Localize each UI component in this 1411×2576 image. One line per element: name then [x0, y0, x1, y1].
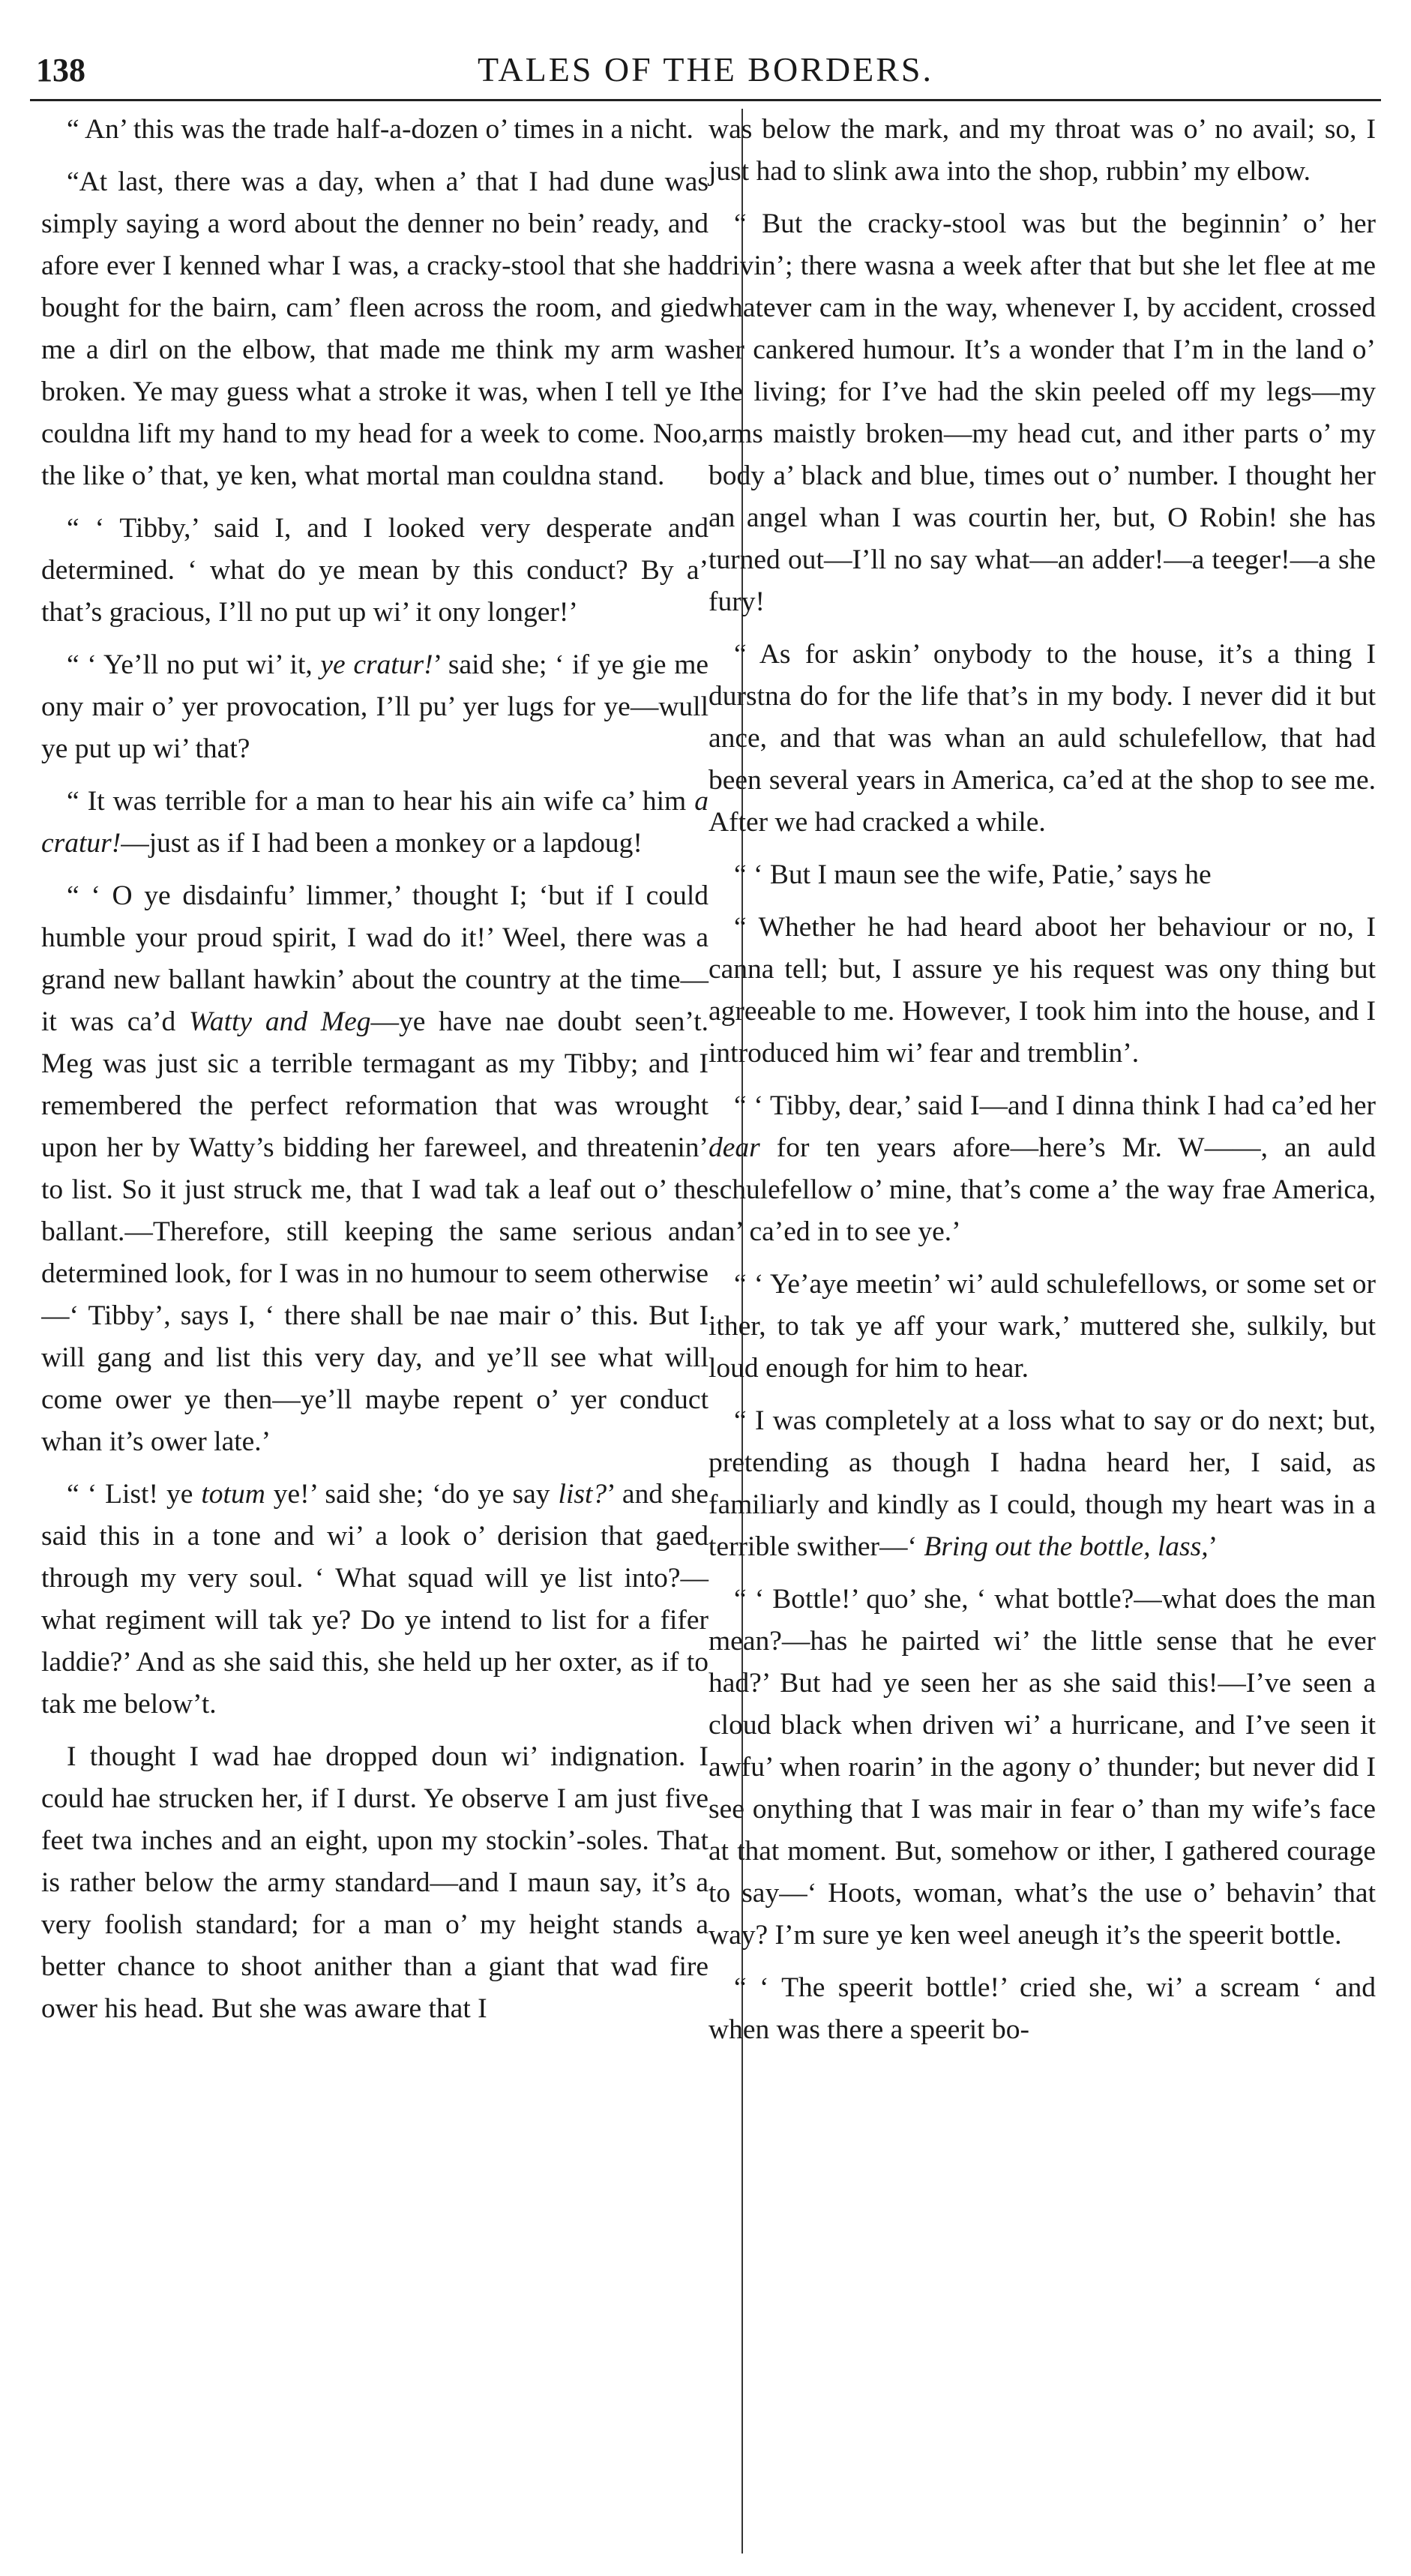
- text-run: —ye have nae doubt seen’t. Meg was just sic a terrible termagant as my Tibby; and I remembered the perfect reformation that was wrought upon her by Watty’s bidding her fareweel, and threatenin’ to list. So it just struck me, that I wad tak a leaf out o’ the ballant.—Therefore, still keeping the same serious and determined look, for I was in no humour to seem otherwise—‘ Tibby’, says I, ‘ there shall be nae mair o’ this. But I will gang and list this very day, and ye’ll see what will come ower ye then—ye’ll maybe repent o’ yer conduct whan it’s ower late.’: [41, 1006, 708, 1457]
- italic-text: list?: [558, 1479, 607, 1510]
- right-column: [708, 109, 1376, 2554]
- text-run: for ten years afore—here’s Mr. W——, an auld schulefellow o’ mine, that’s come a’ the way frae America, an’ ca’ed in to see ye.’: [708, 1132, 1376, 1247]
- italic-text: dear: [708, 1132, 760, 1163]
- running-title: TALES OF THE BORDERS.: [478, 50, 933, 88]
- left-column: [41, 109, 708, 2554]
- paragraph: “ But the cracky-stool was but the beginnin’ o’ her drivin’; there wasna a week after that but she let flee at me whatever cam in the way, whenever I, by accident, crossed her cankered humour. It’s a wonder that I’m in the land o’ the living; for I’ve had the skin peeled off my legs—my arms maistly broken—my head cut, and ither parts o’ my body a’ black and blue, times out o’ number. I thought her an angel whan I was courtin her, but, O Robin! she has turned out—I’ll no say what—an adder!—a teeger!—a she fury!: [708, 208, 1376, 617]
- italic-text: totum: [201, 1479, 265, 1510]
- text-run: “ It was terrible for a man to hear his ain wife ca’ him: [67, 786, 695, 817]
- italic-text: Bring out the bottle, lass,: [924, 1531, 1209, 1562]
- paragraph: [708, 1400, 1376, 1568]
- paragraph: [41, 644, 708, 770]
- paragraph: “ ‘ Tibby,’ said I, and I looked very desperate and determined. ‘ what do ye mean by this conduct? By a’ that’s gracious, I’ll no put up wi’ it ony longer!’: [41, 513, 708, 628]
- text-run: ye!’ said she; ‘do ye say: [265, 1479, 559, 1510]
- text-run: —just as if I had been a monkey or a lapdoug!: [121, 828, 643, 859]
- paragraph: [41, 781, 708, 865]
- text-run: ’ said she; ‘ if ye gie me ony mair o’ yer provocation, I’ll pu’ yer lugs for ye—wull ye put up wi’ that?: [41, 649, 709, 764]
- paragraph: “ ‘ Bottle!’ quo’ she, ‘ what bottle?—what does the man mean?—has he pairted wi’ the little sense that he ever had?’ But had ye seen her as she said this!—I’ve seen a cloud black when driven wi’ a hurricane, and I’ve seen it awfu’ when roarin’ in the agony o’ thunder; but never did I see onything that I was mair in fear o’ than my wife’s face at that moment. But, somehow or ither, I gathered courage to say—‘ Hoots, woman, what’s the use o’ behavin’ that way? I’m sure ye ken weel aneugh it’s the speerit bottle.: [708, 1584, 1376, 1951]
- paragraph: I thought I wad hae dropped doun wi’ indignation. I could hae strucken her, if I durst. Ye observe I am just five feet twa inches and an eight, upon my stockin’-soles. That is rather below the army standard—and I maun say, it’s a very foolish standard; for a man o’ my height stands a better chance to shoot anither than a giant that wad fire ower his head. But she was aware that I: [41, 1741, 708, 2024]
- text-columns: [41, 109, 1376, 2554]
- paragraph: “ An’ this was the trade half-a-dozen o’ times in a nicht.: [67, 114, 694, 145]
- italic-text: Watty and Meg: [189, 1006, 371, 1037]
- paragraph: “ ‘ But I maun see the wife, Patie,’ says he: [734, 859, 1212, 890]
- page-header: [30, 46, 1381, 101]
- text-run: ’ and she said this in a tone and wi’ a look o’ derision that gaed through my very soul. ‘ What squad will ye list into?—what regiment will tak ye? Do ye intend to list for a fifer laddie?’ And as she said this, she held up her oxter, as if to tak me below’t.: [41, 1479, 708, 1720]
- text-run: “ ‘ Tibby, dear,’ said I—and I dinna think I had ca’ed her: [734, 1090, 1376, 1121]
- paragraph: [41, 875, 708, 1463]
- paragraph: “ Whether he had heard aboot her behaviour or no, I canna tell; but, I assure ye his request was ony thing but agreeable to me. However, I took him into the house, and I introduced him wi’ fear and tremblin’.: [708, 912, 1376, 1069]
- text-run: “ ‘ List! ye: [67, 1479, 202, 1510]
- text-run: “ ‘ Ye’ll no put wi’ it,: [67, 649, 321, 680]
- italic-text: a cratur!: [41, 786, 708, 859]
- paragraph: “ ‘ The speerit bottle!’ cried she, wi’ a scream ‘ and when was there a speerit bo-: [708, 1972, 1376, 2045]
- paragraph: “ ‘ Ye’aye meetin’ wi’ auld schulefellows, or some set or ither, to tak ye aff your wark,’ muttered she, sulkily, but loud enough for him to hear.: [708, 1269, 1376, 1384]
- paragraph: [708, 1085, 1376, 1253]
- paragraph: “At last, there was a day, when a’ that I had dune was simply saying a word about the denner no bein’ ready, and afore ever I kenned whar I was, a cracky-stool that she had bought for the bairn, cam’ fleen across the room, and gied me a dirl on the elbow, that made me think my arm was broken. Ye may guess what a stroke it was, when I tell ye I couldna lift my hand to my head for a week to come. Noo, the like o’ that, ye ken, what mortal man couldna stand.: [41, 166, 708, 491]
- paragraph: was below the mark, and my throat was o’ no avail; so, I just had to slink awa into the shop, rubbin’ my elbow.: [708, 114, 1376, 187]
- text-run: “ I was completely at a loss what to say or do next; but, pretending as though I hadna heard her, I said, as familiarly and kindly as I could, though my heart was in a terrible swither—‘: [708, 1405, 1376, 1562]
- text-run: “ ‘ O ye disdainfu’ limmer,’ thought I; ‘but if I could humble your proud spirit, I wad do it!’ Weel, there was a grand new ballant hawkin’ about the country at the time—it was ca’d: [41, 880, 708, 1037]
- text-run: ’: [1208, 1531, 1218, 1562]
- italic-text: ye cratur!: [320, 649, 433, 680]
- paragraph: [41, 1474, 708, 1726]
- paragraph: “ As for askin’ onybody to the house, it’s a thing I durstna do for the life that’s in my body. I never did it but ance, and that was whan an auld schulefellow, that had been several years in America, ca’ed at the shop to see me. After we had cracked a while.: [708, 639, 1376, 838]
- page-number: 138: [36, 52, 85, 88]
